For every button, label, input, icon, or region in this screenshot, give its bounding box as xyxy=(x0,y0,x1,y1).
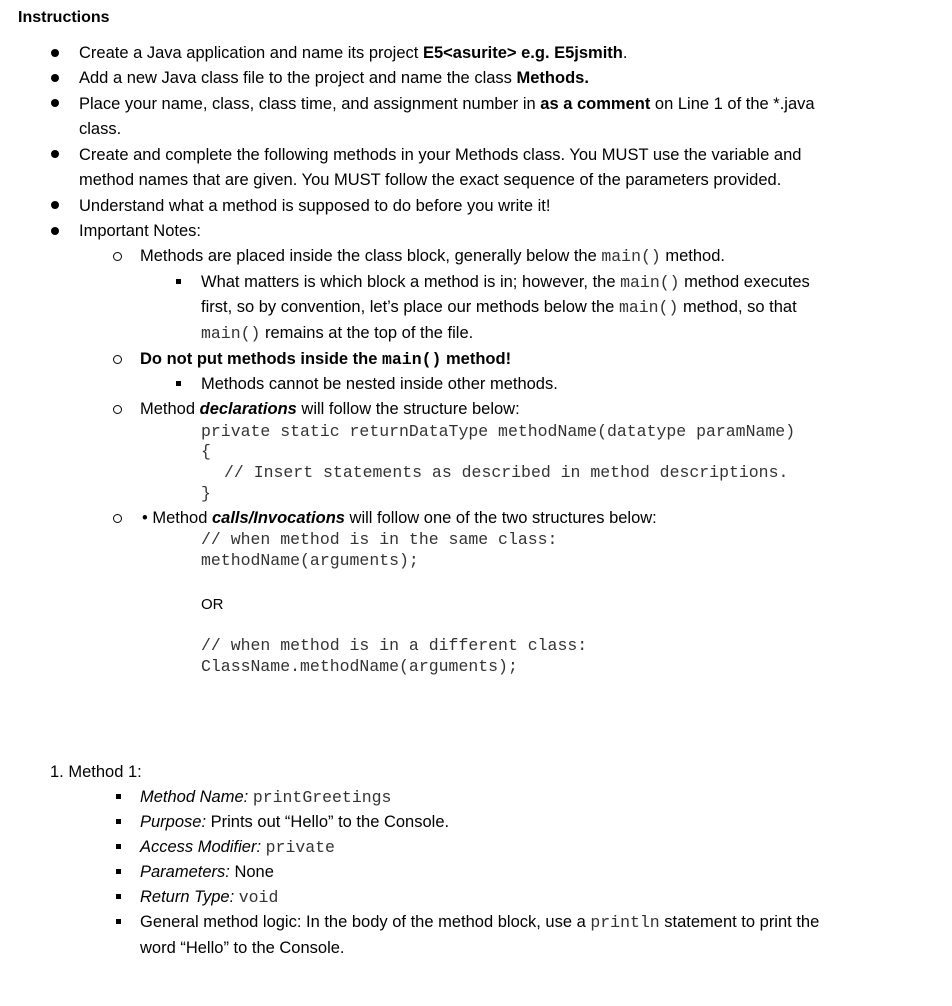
call-code-line-4: ClassName.methodName(arguments); xyxy=(201,657,518,676)
bullet-methods-l2: method names that are given. You MUST follow the exact sequence of the parameters provided. xyxy=(79,171,782,189)
decl-code-line-3: // Insert statements as described in method descriptions. xyxy=(224,463,789,482)
bullet-square-icon xyxy=(176,381,181,386)
bullet-comment-cont: class. xyxy=(79,120,122,138)
method1-params: Parameters: None xyxy=(140,863,274,881)
bullet-ring-icon xyxy=(113,355,122,364)
bullet-ring-icon xyxy=(113,252,122,261)
note-no-nesting: Do not put methods inside the main() method! xyxy=(140,350,512,369)
heading: Instructions xyxy=(18,9,110,26)
bullet-dot-icon xyxy=(51,201,59,209)
bullet-project-name: Create a Java application and name its project E5<asurite> e.g. E5jsmith. xyxy=(79,44,628,62)
bullet-dot-icon xyxy=(51,74,59,82)
bullet-square-icon xyxy=(116,794,121,799)
bullet-methods-l1: Create and complete the following methods in your Methods class. You MUST use the variable and xyxy=(79,146,802,164)
note-invocations: • Method calls/Invocations will follow one of the two structures below: xyxy=(142,509,657,527)
bullet-comment: Place your name, class, class time, and assignment number in as a comment on Line 1 of the *.java xyxy=(79,95,815,113)
bullet-square-icon xyxy=(116,919,121,924)
method1-access: Access Modifier: private xyxy=(140,838,335,857)
bullet-dot-icon xyxy=(51,150,59,158)
bullet-square-icon xyxy=(176,279,181,284)
decl-code-line-2: { xyxy=(201,442,211,461)
bullet-understand: Understand what a method is supposed to do before you write it! xyxy=(79,197,551,215)
bullet-square-icon xyxy=(116,894,121,899)
note-placement-sub-l2: first, so by convention, let’s place our methods below the main() method, so that xyxy=(201,298,797,317)
note-declarations: Method declarations will follow the structure below: xyxy=(140,400,520,418)
method1-return: Return Type: void xyxy=(140,888,279,907)
decl-code-line-1: private static returnDataType methodName(datatype paramName) xyxy=(201,422,796,441)
call-or-label: OR xyxy=(201,596,224,613)
bullet-square-icon xyxy=(116,869,121,874)
method1-header: 1. Method 1: xyxy=(50,763,142,781)
call-code-line-2: methodName(arguments); xyxy=(201,551,419,570)
method1-logic-cont: word “Hello” to the Console. xyxy=(140,939,345,957)
note-no-nesting-sub: Methods cannot be nested inside other methods. xyxy=(201,375,558,393)
call-code-line-1: // when method is in the same class: xyxy=(201,530,558,549)
bullet-ring-icon xyxy=(113,514,122,523)
method1-name: Method Name: printGreetings xyxy=(140,788,392,807)
bullet-class-name: Add a new Java class file to the project and name the class Methods. xyxy=(79,69,589,87)
method1-logic: General method logic: In the body of the method block, use a println statement to print the xyxy=(140,913,820,932)
call-code-line-3: // when method is in a different class: xyxy=(201,636,588,655)
bullet-dot-icon xyxy=(51,99,59,107)
decl-code-line-4: } xyxy=(201,484,211,503)
note-placement-sub-l1: What matters is which block a method is in; however, the main() method executes xyxy=(201,273,810,292)
bullet-important-notes: Important Notes: xyxy=(79,222,201,240)
bullet-dot-icon xyxy=(51,227,59,235)
bullet-square-icon xyxy=(116,819,121,824)
bullet-square-icon xyxy=(116,844,121,849)
bullet-ring-icon xyxy=(113,405,122,414)
note-placement: Methods are placed inside the class block, generally below the main() method. xyxy=(140,247,725,266)
method1-purpose: Purpose: Prints out “Hello” to the Console. xyxy=(140,813,450,831)
bullet-dot-icon xyxy=(51,49,59,57)
note-placement-sub-l3: main() remains at the top of the file. xyxy=(201,324,474,343)
